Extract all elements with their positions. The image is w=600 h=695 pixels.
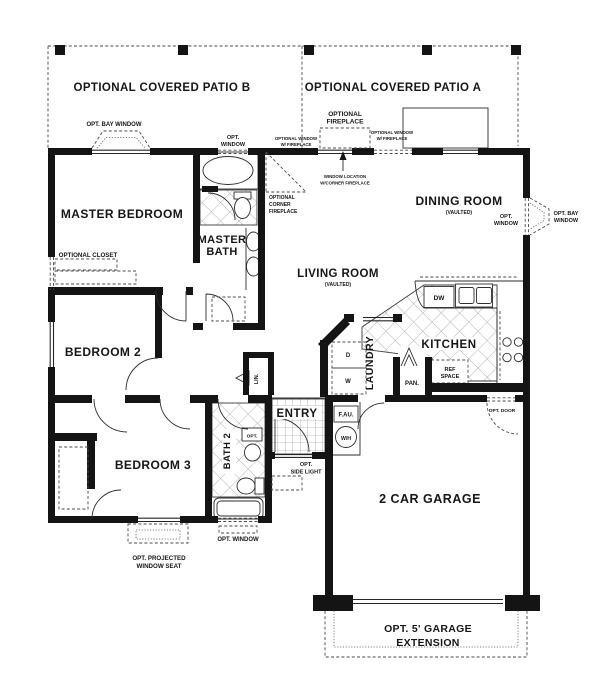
stove-burner	[514, 353, 522, 361]
svg-text:W/CORNER FIREPLACE: W/CORNER FIREPLACE	[320, 180, 370, 186]
label-opt-window-fp-left: OPTIONAL WINDOW	[274, 136, 318, 141]
opt-fireplace-box	[320, 128, 370, 148]
label-living-room: LIVING ROOM	[297, 268, 379, 280]
label-optional-closet: OPTIONAL CLOSET	[58, 252, 118, 259]
label-patio-a: OPTIONAL COVERED PATIO A	[304, 82, 482, 94]
label-side-light: OPT.	[299, 462, 313, 468]
label-entry: ENTRY	[276, 408, 318, 420]
label-opt-door: OPT. DOOR	[488, 409, 516, 414]
patio-post	[304, 45, 314, 55]
label-opt-cabinet: OPT.	[246, 434, 258, 440]
closet-door	[92, 490, 121, 519]
label-bedroom-3: BEDROOM 3	[114, 458, 192, 472]
svg-text:WINDOW: WINDOW	[553, 218, 579, 224]
bedroom2-door	[126, 358, 158, 390]
opt-door-gap	[487, 398, 515, 401]
opt-window-fireplace-right	[374, 150, 412, 153]
label-opt-window-bottom: OPT. WINDOW	[217, 537, 259, 543]
label-master-bath: MASTER	[197, 234, 247, 246]
label-window-location: WINDOW LOCATION	[323, 174, 367, 179]
label-opt-window-fp-right: OPTIONAL WINDOW	[370, 130, 414, 135]
optional-closet-outline	[55, 259, 117, 270]
label-washer: W	[345, 379, 351, 385]
label-garage: 2 CAR GARAGE	[379, 492, 481, 506]
master-bath-door	[206, 294, 233, 321]
patio-post	[422, 45, 432, 55]
patio-post	[178, 45, 188, 55]
hall-optional-box	[212, 297, 245, 321]
label-dining-vaulted: (VAULTED)	[445, 210, 473, 216]
label-opt-bay-window-top: OPT. BAY WINDOW	[86, 122, 142, 128]
opt-bay-window-right-bump	[530, 198, 549, 235]
svg-text:W/ FIREPLACE: W/ FIREPLACE	[376, 136, 408, 141]
opt-garage-side-door	[487, 403, 518, 434]
label-patio-b: OPTIONAL COVERED PATIO B	[73, 82, 251, 94]
opt-window-dining	[525, 198, 528, 235]
svg-text:W/ FIREPLACE: W/ FIREPLACE	[280, 142, 312, 147]
label-fau: F.AU.	[338, 412, 354, 419]
svg-text:EXTENSION: EXTENSION	[396, 637, 460, 649]
label-kitchen: KITCHEN	[421, 339, 477, 351]
bath2-sink	[245, 444, 261, 461]
stove-burner	[503, 338, 511, 346]
master-toilet	[235, 198, 251, 219]
window-location-arrow	[340, 151, 347, 160]
entry-step	[275, 455, 312, 458]
stove-burner	[514, 338, 522, 346]
label-opt-fireplace: OPTIONAL	[328, 111, 362, 118]
svg-text:SIDE LIGHT: SIDE LIGHT	[290, 469, 322, 476]
bedroom3-closet-shelves	[59, 447, 88, 509]
porch-outline	[272, 476, 302, 490]
svg-text:WINDOW: WINDOW	[220, 142, 246, 148]
opt-window-seat	[128, 524, 188, 543]
svg-text:FIREPLACE: FIREPLACE	[269, 209, 298, 215]
dining-window	[443, 150, 478, 153]
label-dishwasher: DW	[433, 295, 445, 302]
stove-burner	[503, 353, 511, 361]
svg-text:WINDOW SEAT: WINDOW SEAT	[136, 563, 182, 570]
patio-post	[511, 45, 521, 55]
opt-bay-window-bump	[92, 131, 150, 148]
fireplace-window	[318, 150, 352, 153]
svg-text:CORNER: CORNER	[269, 202, 291, 208]
opt-window-bath2-bump	[219, 526, 257, 533]
opt-closet-wall-gap	[50, 257, 53, 290]
label-master-bedroom: MASTER BEDROOM	[60, 207, 184, 221]
label-living-vaulted: (VAULTED)	[324, 282, 352, 288]
label-pantry: PAN.	[405, 381, 419, 387]
label-ref-space: REF	[444, 367, 456, 373]
label-dining-room: DINING ROOM	[415, 194, 503, 208]
bedroom3-door-a	[94, 399, 127, 432]
label-corner-fireplace: OPTIONAL	[269, 195, 295, 201]
opt-corner-fireplace	[266, 152, 306, 192]
garage-door	[353, 600, 503, 604]
patio-post	[55, 45, 65, 55]
label-dryer: D	[345, 353, 351, 359]
bedroom2-window	[50, 322, 53, 367]
label-window-seat: OPT. PROJECTED	[132, 555, 186, 562]
label-water-heater: W/H	[340, 436, 352, 442]
master-tub	[203, 157, 253, 185]
svg-text:BATH: BATH	[206, 246, 238, 258]
svg-text:SPACE: SPACE	[440, 374, 460, 380]
bay-window-master	[92, 150, 150, 153]
label-linen: LIN.	[254, 373, 260, 385]
label-opt-bay-window-right: OPT. BAY	[553, 211, 579, 217]
label-bedroom-2: BEDROOM 2	[64, 345, 142, 359]
bedroom3-door-b	[160, 399, 190, 429]
patio-outlines	[48, 45, 521, 148]
bath2-toilet	[237, 478, 255, 494]
garage-entry-door	[358, 403, 384, 429]
svg-text:FIREPLACE: FIREPLACE	[326, 118, 364, 126]
labels	[59, 82, 579, 649]
svg-text:WINDOW: WINDOW	[493, 221, 519, 227]
label-laundry: LAUNDRY	[364, 335, 376, 391]
label-opt-window-bath: OPT.	[226, 135, 240, 141]
bedroom3-window	[138, 518, 180, 521]
label-opt-window-dining: OPT.	[499, 214, 513, 220]
bath2-toilet-tank	[255, 478, 264, 494]
label-bath-2: BATH 2	[222, 432, 233, 470]
label-garage-extension: OPT. 5' GARAGE	[384, 623, 472, 635]
patio-niche	[403, 108, 488, 148]
